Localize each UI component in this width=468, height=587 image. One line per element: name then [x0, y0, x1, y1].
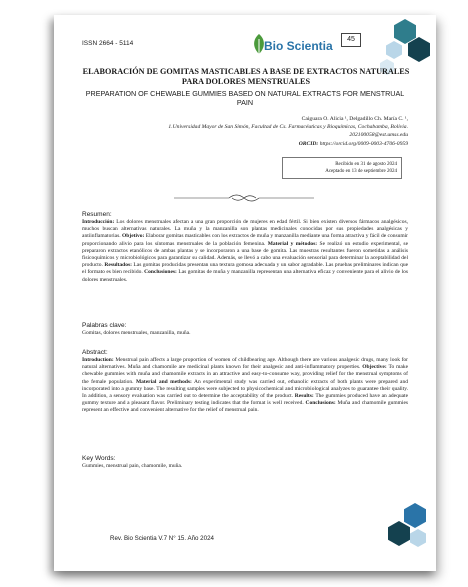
hexagon-decoration [386, 41, 402, 59]
resumen-section [82, 211, 408, 284]
resumen-text [82, 219, 408, 284]
paper-page [54, 15, 436, 571]
label: Objective: [362, 364, 387, 371]
abstract-text [82, 357, 408, 415]
author-block [148, 115, 408, 148]
label: Material y métodos: [267, 240, 318, 247]
label: Conclusiones: [144, 269, 177, 276]
label: Material and methods: [135, 378, 192, 385]
abstract-results: The gummies produced have an adequate gummy texture and a pleasant flavor. Preliminary testing indicates that the format is well received. [82, 393, 409, 407]
resumen-heading: Resumen: [82, 211, 112, 218]
journal-footer: Rev. Bio Scientia V.7 N° 15. Año 2024 [110, 535, 214, 542]
label: Introduction: [82, 357, 114, 363]
label: Conclusions: [305, 400, 336, 407]
abstract-methods: An experimental study was carried out, ethanolic extracts of both plants were prepared and incorporated into a gummy base. The resulting samples were subjected to physicochemical and microbiological analyzes to guarantee their quality. In addition, a sensory evaluation was carried out to determine the acceptability of the product. [82, 378, 409, 400]
palabras-heading: Palabras clave: [82, 322, 127, 329]
paper-title: ELABORACIÓN DE GOMITAS MASTICABLES A BASE DE EXTRACTOS NATURALES PARA DOLORES MENSTRUALES [82, 67, 410, 86]
keywords-text: Gummies, menstrual pain, chamomile, muña. [82, 463, 183, 469]
hexagon-decoration [408, 37, 430, 62]
page-number: 45 [341, 33, 361, 47]
abstract-objective: To make chewable gummies with muña and chamomile extracts in an attractive and easy-to-consume way, providing relief for the menstrual symptoms of the female population. [82, 364, 409, 385]
accepted-date: Aceptado en 13 de septiembre 2024 [325, 169, 397, 174]
hexagon-decoration [410, 529, 426, 547]
logo-text: Bio Scientia [264, 39, 333, 53]
orcid-label: ORCID: [298, 140, 319, 147]
affiliation: 1.Universidad Mayor de San Simón, Facultad de Cs. Farmacéuticas y Bioquímicas, Cochabamba, Bolivia. [168, 124, 408, 131]
hexagon-decoration [394, 19, 416, 44]
author-names: Caiguara O. Alicia ¹, Delgadillo Ch. María C. ¹, [301, 116, 408, 122]
received-date: Recibido en 31 de agosto 2024 [335, 162, 397, 167]
label: Objetivo: [122, 233, 145, 240]
label: Resultados: [104, 262, 132, 269]
palabras-section [82, 322, 408, 337]
orcid-link[interactable]: https://orcid.org/0009-0003-4706-0959 [319, 140, 408, 147]
abstract-heading: Abstract: [82, 349, 108, 356]
abstract-section [82, 349, 408, 415]
abstract-conclusions: Muña and chamomile gummies represent an effective and convenient alternative for the relief of menstrual pain. [82, 400, 409, 414]
resumen-methods: Se realizó un estudio experimental, se prepararon extractos etanólicos de ambas plantas y se incorporaron a una base de gomita. Las muestras resultantes fueron sometidas a análisis fisicoquímicos y microbiológicos para garantizar su calidad. Además, se llevó a cabo una evaluación sensorial para determinar la aceptabilidad del producto. [82, 240, 409, 269]
resumen-results: Las gomitas producidas presentan una textura gomosa adecuada y un sabor agradable. Las pruebas preliminares indican que el formato es bien recibido. [82, 262, 409, 276]
ornament-divider [174, 193, 314, 203]
resumen-conclusions: Las gomitas de muña y manzanilla representan una alternativa eficaz y conveniente para el alivio de los dolores menstruales. [82, 269, 408, 283]
resumen-intro: Los dolores menstruales afectan a una gran proporción de mujeres en edad fértil. Si bien existen diversos fármacos analgésicos, muchos buscan alternativas naturales. La muña y la manzanilla son plantas medicinales conocidas por sus propiedades analgésicas y antiinflamatorias. [82, 219, 409, 240]
dates-box [282, 157, 402, 179]
keywords-heading: Key Words: [82, 455, 116, 462]
abstract-intro: Menstrual pain affects a large proportion of women of childbearing age. Although there are various analgesic drugs, many look for natural alternatives. Muña and chamomile are medicinal plants known for their analgesic and anti-inflammatory properties. [82, 357, 408, 371]
label: Introducción: [82, 219, 115, 225]
hexagon-decoration [404, 503, 426, 528]
palabras-text: Gomitas, dolores menstruales, manzanilla, muña. [82, 330, 191, 336]
keywords-section [82, 455, 408, 470]
issn: ISSN 2664 - 5114 [82, 40, 134, 47]
paper-title-english: PREPARATION OF CHEWABLE GUMMIES BASED ON NATURAL EXTRACTS FOR MENSTRUAL PAIN [85, 89, 405, 107]
resumen-objective: Elaborar gomitas masticables con los extractos de muña y manzanilla mediante una forma atractiva y fácil de consumir proporcionando alivio para los síntomas menstruales de la población femenina. [82, 233, 409, 247]
label: Results: [294, 393, 314, 400]
author-email[interactable]: 202100058@est.umss.edu [349, 132, 408, 139]
hexagon-decoration [388, 521, 410, 546]
